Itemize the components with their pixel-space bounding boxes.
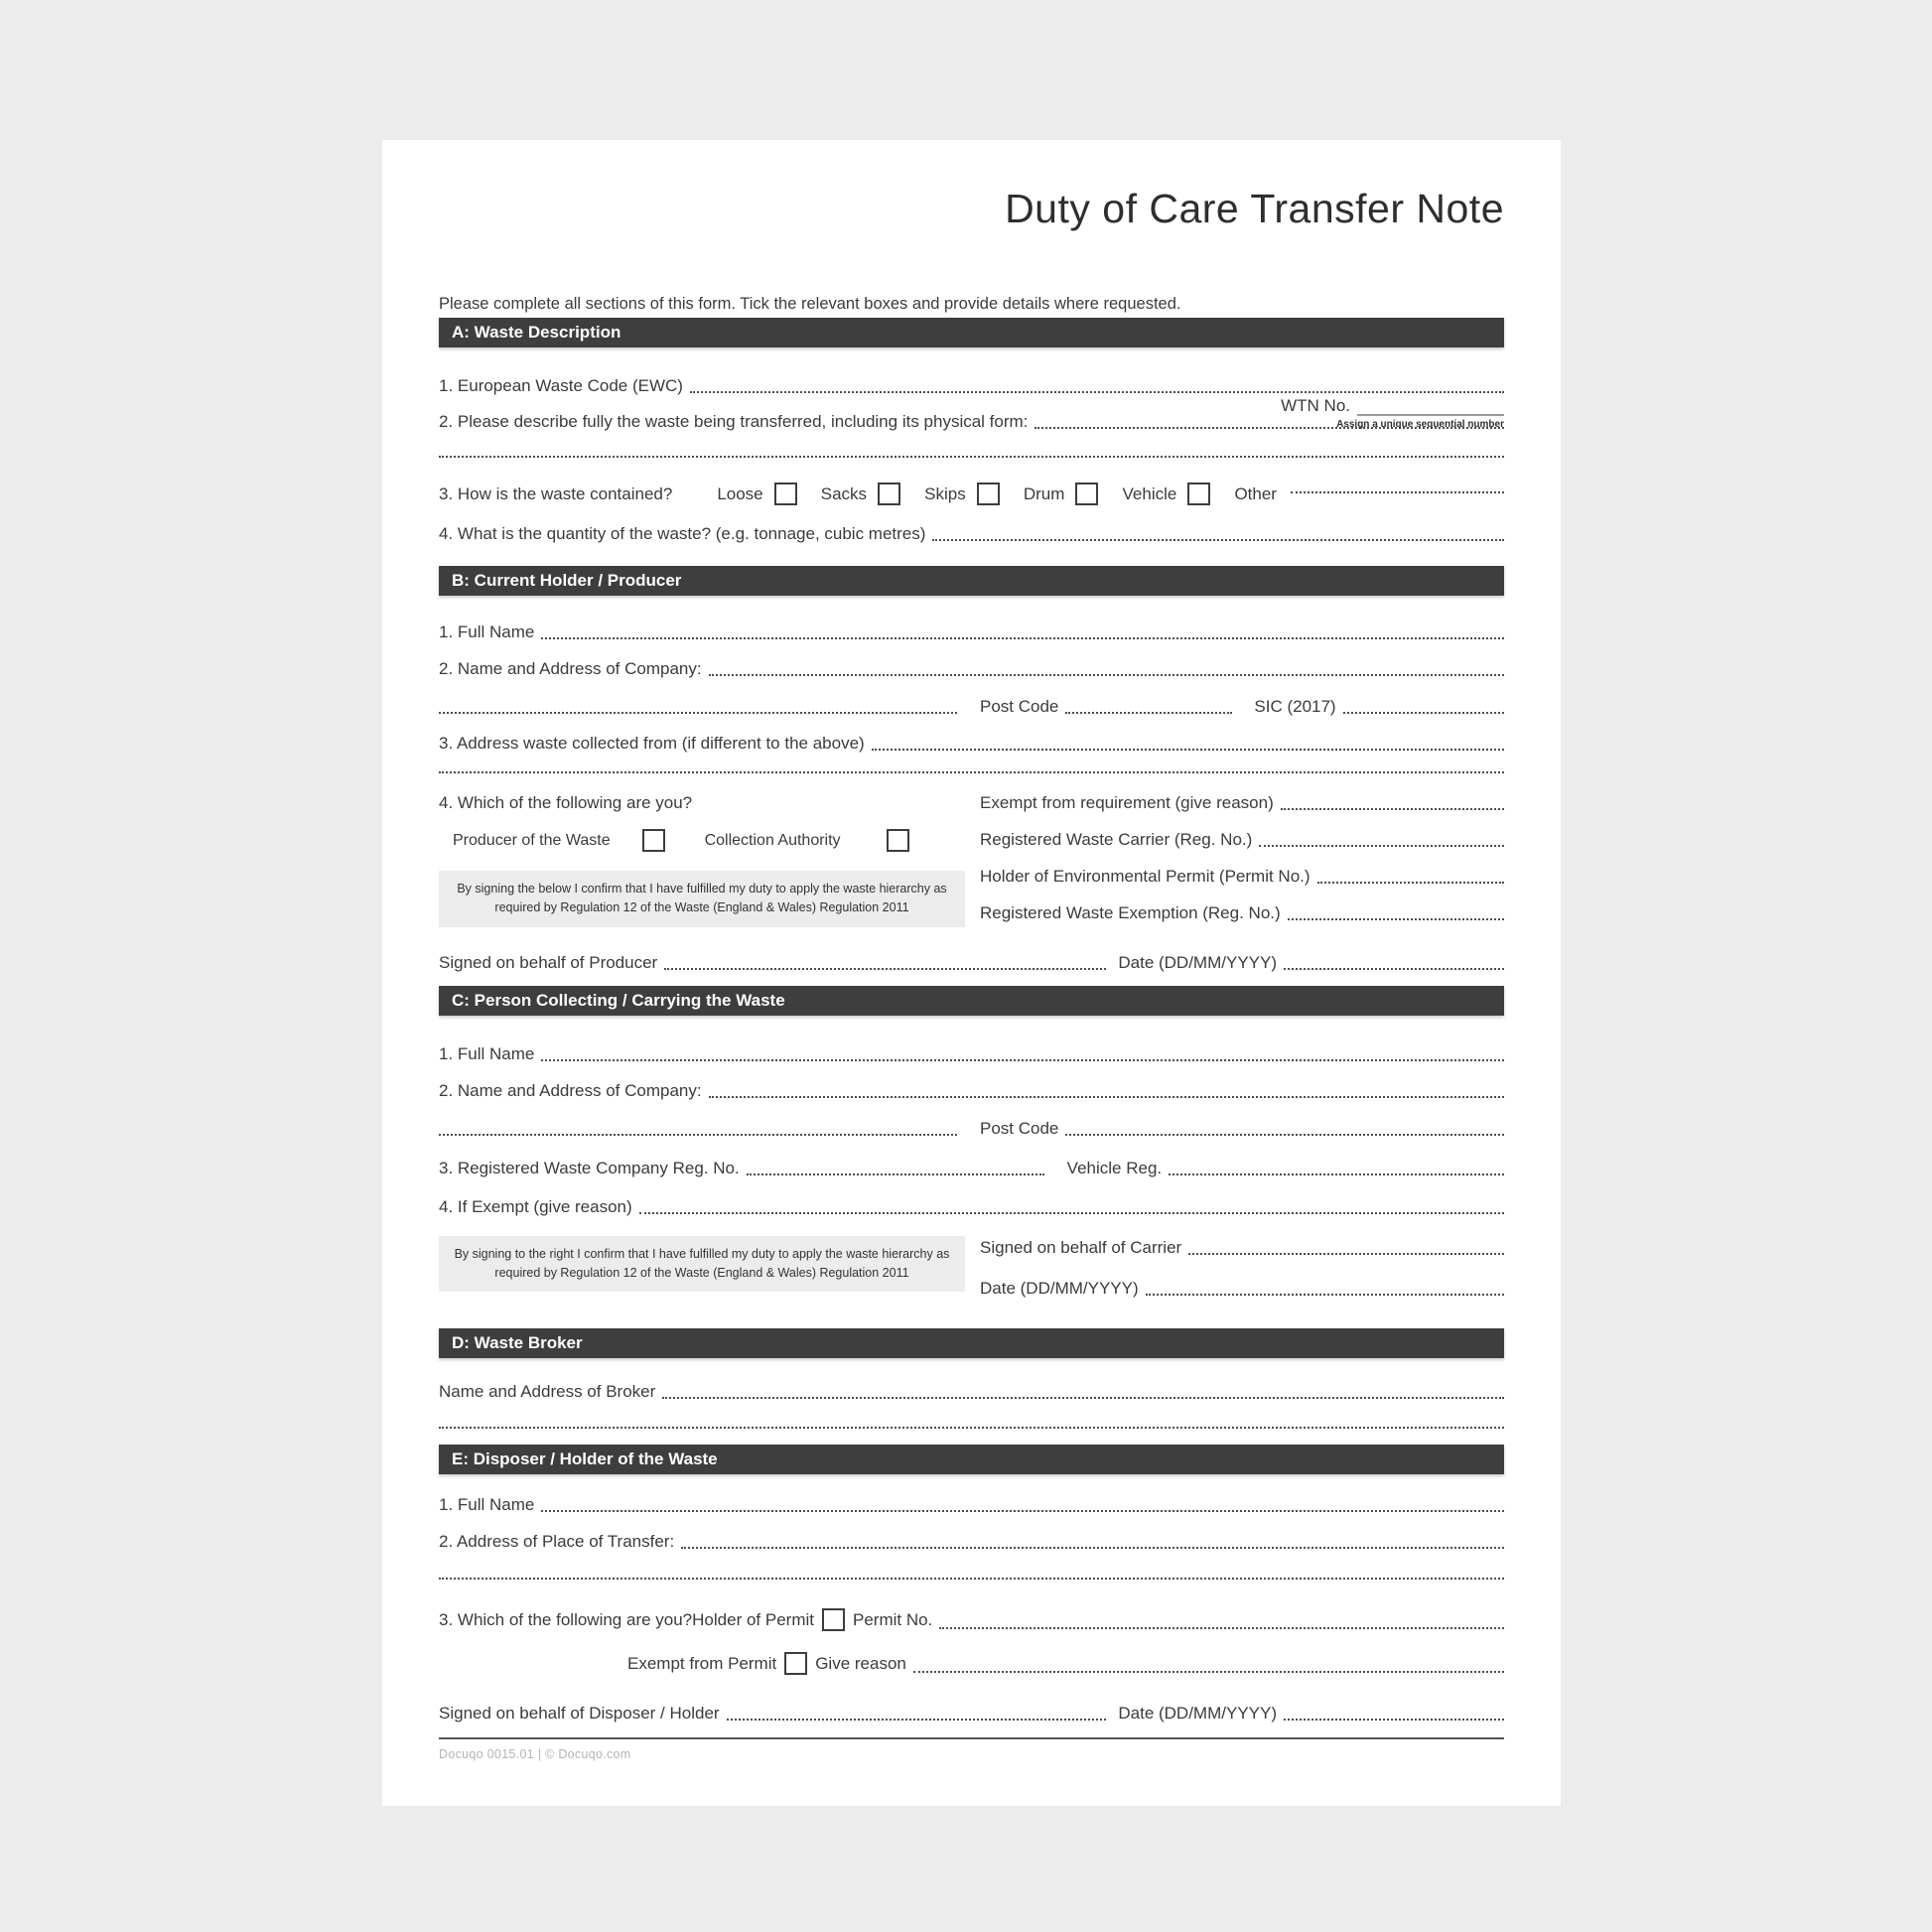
container-option-vehicle xyxy=(1123,483,1211,506)
collection-address-row xyxy=(439,734,1504,754)
producer-signature-input[interactable] xyxy=(664,968,1106,970)
sacks-checkbox[interactable] xyxy=(878,483,900,505)
producer-status-block xyxy=(439,793,1504,927)
disposer-which-row xyxy=(439,1608,1504,1632)
waste-description-label: 2. Please describe fully the waste being transferred, including its physical form: xyxy=(439,411,1029,431)
container-option-loose xyxy=(717,483,796,506)
waste-exemption-row xyxy=(980,903,1504,923)
carrier-postcode-label: Post Code xyxy=(980,1118,1059,1138)
producer-sic-input[interactable] xyxy=(1343,712,1504,714)
sacks-label: Sacks xyxy=(820,483,868,503)
producer-status-right xyxy=(980,793,1504,923)
carrier-reg-label: 3. Registered Waste Company Reg. No. xyxy=(439,1158,740,1177)
carrier-company-input-line2[interactable] xyxy=(439,1134,957,1136)
waste-quantity-row xyxy=(439,524,1504,544)
transfer-address-continuation-row xyxy=(439,1578,1504,1583)
exempt-from-permit-checkbox[interactable] xyxy=(784,1652,807,1675)
waste-contained-label: 3. How is the waste contained? xyxy=(439,483,673,503)
carrier-exempt-input[interactable] xyxy=(639,1212,1504,1214)
producer-postcode-input[interactable] xyxy=(1065,712,1232,714)
producer-sic-label: SIC (2017) xyxy=(1254,696,1336,716)
section-a-header: A: Waste Description xyxy=(439,318,1504,347)
give-reason-input[interactable] xyxy=(913,1671,1504,1673)
producer-signature-row xyxy=(439,953,1504,973)
carrier-confirmation-note: By signing to the right I confirm that I have fulfilled my duty to apply the waste hierarchy as required by Regulation 12 of the Waste (England & Wales) Regulation 2011 xyxy=(439,1236,965,1293)
section-e-header: E: Disposer / Holder of the Waste xyxy=(439,1445,1504,1474)
transfer-address-input[interactable] xyxy=(681,1547,1504,1549)
form-document xyxy=(382,140,1561,1806)
producer-signed-label: Signed on behalf of Producer xyxy=(439,952,658,972)
producer-of-waste-checkbox[interactable] xyxy=(642,829,665,852)
exempt-from-permit-label: Exempt from Permit xyxy=(627,1653,777,1673)
give-reason-label: Give reason xyxy=(815,1653,906,1673)
waste-quantity-label: 4. What is the quantity of the waste? (e.g. tonnage, cubic metres) xyxy=(439,523,926,543)
collection-address-input[interactable] xyxy=(872,749,1504,751)
container-option-sacks xyxy=(821,483,900,506)
vehicle-label: Vehicle xyxy=(1122,483,1177,503)
loose-label: Loose xyxy=(717,483,763,503)
carrier-reg-input[interactable] xyxy=(747,1173,1044,1175)
producer-name-row xyxy=(439,622,1504,642)
broker-address-input-line2[interactable] xyxy=(439,1427,1504,1429)
drum-label: Drum xyxy=(1023,483,1065,503)
container-options xyxy=(717,483,1277,506)
other-label: Other xyxy=(1234,483,1277,503)
waste-quantity-input[interactable] xyxy=(932,539,1504,541)
carrier-date-row xyxy=(980,1279,1504,1299)
vehicle-reg-label: Vehicle Reg. xyxy=(1066,1158,1163,1177)
producer-company-input-line2[interactable] xyxy=(439,712,957,714)
producer-name-input[interactable] xyxy=(541,637,1504,639)
producer-status-left xyxy=(439,793,965,927)
producer-company-label: 2. Name and Address of Company: xyxy=(439,658,702,678)
producer-date-label: Date (DD/MM/YYYY) xyxy=(1118,952,1277,972)
disposer-which-label: 3. Which of the following are you? xyxy=(439,1609,693,1629)
section-b-header: B: Current Holder / Producer xyxy=(439,566,1504,596)
exempt-permit-row xyxy=(439,1652,1504,1676)
carrier-date-label: Date (DD/MM/YYYY) xyxy=(980,1278,1139,1298)
permit-no-input[interactable] xyxy=(939,1627,1504,1629)
collection-address-label: 3. Address waste collected from (if different to the above) xyxy=(439,733,865,753)
carrier-date-input[interactable] xyxy=(1146,1294,1504,1296)
footer-divider xyxy=(439,1737,1504,1739)
broker-address-input[interactable] xyxy=(662,1397,1504,1399)
disposer-date-input[interactable] xyxy=(1284,1719,1504,1721)
waste-description-continuation-row xyxy=(439,456,1504,461)
transfer-address-input-line2[interactable] xyxy=(439,1578,1504,1580)
holder-of-permit-label: Holder of Permit xyxy=(692,1609,814,1629)
exempt-requirement-input[interactable] xyxy=(1281,808,1504,810)
disposer-name-input[interactable] xyxy=(541,1510,1504,1512)
producer-options-row xyxy=(439,829,965,853)
carrier-company-label: 2. Name and Address of Company: xyxy=(439,1080,702,1100)
container-option-drum xyxy=(1024,483,1099,506)
carrier-name-label: 1. Full Name xyxy=(439,1043,535,1063)
waste-contained-row xyxy=(439,483,1504,506)
carrier-registration-row xyxy=(439,1159,1504,1178)
carrier-signed-label: Signed on behalf of Carrier xyxy=(980,1237,1182,1257)
carrier-company-input[interactable] xyxy=(709,1096,1504,1098)
holder-of-permit-checkbox[interactable] xyxy=(822,1608,845,1631)
environmental-permit-input[interactable] xyxy=(1317,882,1504,884)
wtn-hint: Assign a unique sequential number xyxy=(1336,419,1504,430)
disposer-date-label: Date (DD/MM/YYYY) xyxy=(1118,1703,1277,1723)
registered-carrier-input[interactable] xyxy=(1259,845,1504,847)
permit-no-label: Permit No. xyxy=(852,1609,933,1629)
vehicle-checkbox[interactable] xyxy=(1187,483,1210,505)
page-title: Duty of Care Transfer Note xyxy=(1005,186,1504,231)
registered-carrier-row xyxy=(980,830,1504,850)
carrier-confirm-left xyxy=(439,1236,965,1293)
container-option-skips xyxy=(924,483,1000,506)
producer-which-label: 4. Which of the following are you? xyxy=(439,792,693,812)
disposer-signature-input[interactable] xyxy=(727,1719,1107,1721)
vehicle-reg-input[interactable] xyxy=(1169,1173,1504,1175)
wtn-label: WTN No. xyxy=(1281,396,1350,415)
other-input[interactable] xyxy=(1291,491,1504,493)
skips-label: Skips xyxy=(924,483,966,503)
producer-company-row xyxy=(439,659,1504,679)
ewc-input[interactable] xyxy=(690,391,1504,393)
transfer-address-label: 2. Address of Place of Transfer: xyxy=(439,1531,675,1551)
wtn-number-input[interactable] xyxy=(1357,399,1504,416)
form-instructions: Please complete all sections of this form. Tick the relevant boxes and provide details where requested. xyxy=(439,294,1181,313)
producer-company-input[interactable] xyxy=(709,674,1504,676)
carrier-exempt-label: 4. If Exempt (give reason) xyxy=(439,1196,632,1216)
producer-postcode-label: Post Code xyxy=(980,696,1059,716)
producer-postcode-row xyxy=(439,697,1504,717)
carrier-signature-block xyxy=(439,1236,1504,1299)
disposer-name-label: 1. Full Name xyxy=(439,1494,535,1514)
carrier-name-input[interactable] xyxy=(541,1059,1504,1061)
carrier-postcode-row xyxy=(439,1119,1504,1139)
wtn-number-block xyxy=(1281,396,1504,430)
carrier-exempt-row xyxy=(439,1197,1504,1217)
disposer-name-row xyxy=(439,1495,1504,1515)
disposer-signed-label: Signed on behalf of Disposer / Holder xyxy=(439,1703,720,1723)
producer-name-label: 1. Full Name xyxy=(439,621,535,641)
producer-of-waste-label: Producer of the Waste xyxy=(453,831,611,849)
disposer-signature-row xyxy=(439,1704,1504,1724)
carrier-postcode-input[interactable] xyxy=(1065,1134,1504,1136)
drum-checkbox[interactable] xyxy=(1075,483,1098,505)
broker-address-row xyxy=(439,1382,1504,1402)
section-c-header: C: Person Collecting / Carrying the Waste xyxy=(439,986,1504,1016)
carrier-company-row xyxy=(439,1081,1504,1101)
environmental-permit-label: Holder of Environmental Permit (Permit No.) xyxy=(980,866,1311,886)
skips-checkbox[interactable] xyxy=(977,483,1000,505)
exempt-requirement-label: Exempt from requirement (give reason) xyxy=(980,792,1274,812)
carrier-signature-row xyxy=(980,1238,1504,1258)
producer-which-row xyxy=(439,793,965,813)
broker-address-continuation-row xyxy=(439,1427,1504,1432)
environmental-permit-row xyxy=(980,867,1504,887)
producer-confirmation-note: By signing the below I confirm that I have fulfilled my duty to apply the waste hierarchy as required by Regulation 12 of the Waste (England & Wales) Regulation 2011 xyxy=(439,871,965,927)
collection-authority-label: Collection Authority xyxy=(704,831,841,849)
collection-authority-checkbox[interactable] xyxy=(887,829,909,852)
waste-description-input-line2[interactable] xyxy=(439,456,1504,458)
carrier-signature-right xyxy=(980,1236,1504,1299)
ewc-row xyxy=(439,376,1504,396)
transfer-address-row xyxy=(439,1532,1504,1552)
producer-date-input[interactable] xyxy=(1284,968,1504,970)
collection-address-input-line2[interactable] xyxy=(439,771,1504,773)
section-d-header: D: Waste Broker xyxy=(439,1328,1504,1358)
footer-credit: Docuqo 0015.01 | © Docuqo.com xyxy=(439,1746,631,1761)
waste-exemption-input[interactable] xyxy=(1288,918,1504,920)
carrier-signature-input[interactable] xyxy=(1188,1253,1504,1255)
carrier-name-row xyxy=(439,1044,1504,1064)
broker-address-label: Name and Address of Broker xyxy=(439,1381,656,1401)
collection-address-continuation-row xyxy=(439,771,1504,776)
waste-exemption-label: Registered Waste Exemption (Reg. No.) xyxy=(980,902,1281,922)
loose-checkbox[interactable] xyxy=(774,483,797,505)
exempt-requirement-row xyxy=(980,793,1504,813)
registered-carrier-label: Registered Waste Carrier (Reg. No.) xyxy=(980,829,1253,849)
ewc-label: 1. European Waste Code (EWC) xyxy=(439,375,683,395)
